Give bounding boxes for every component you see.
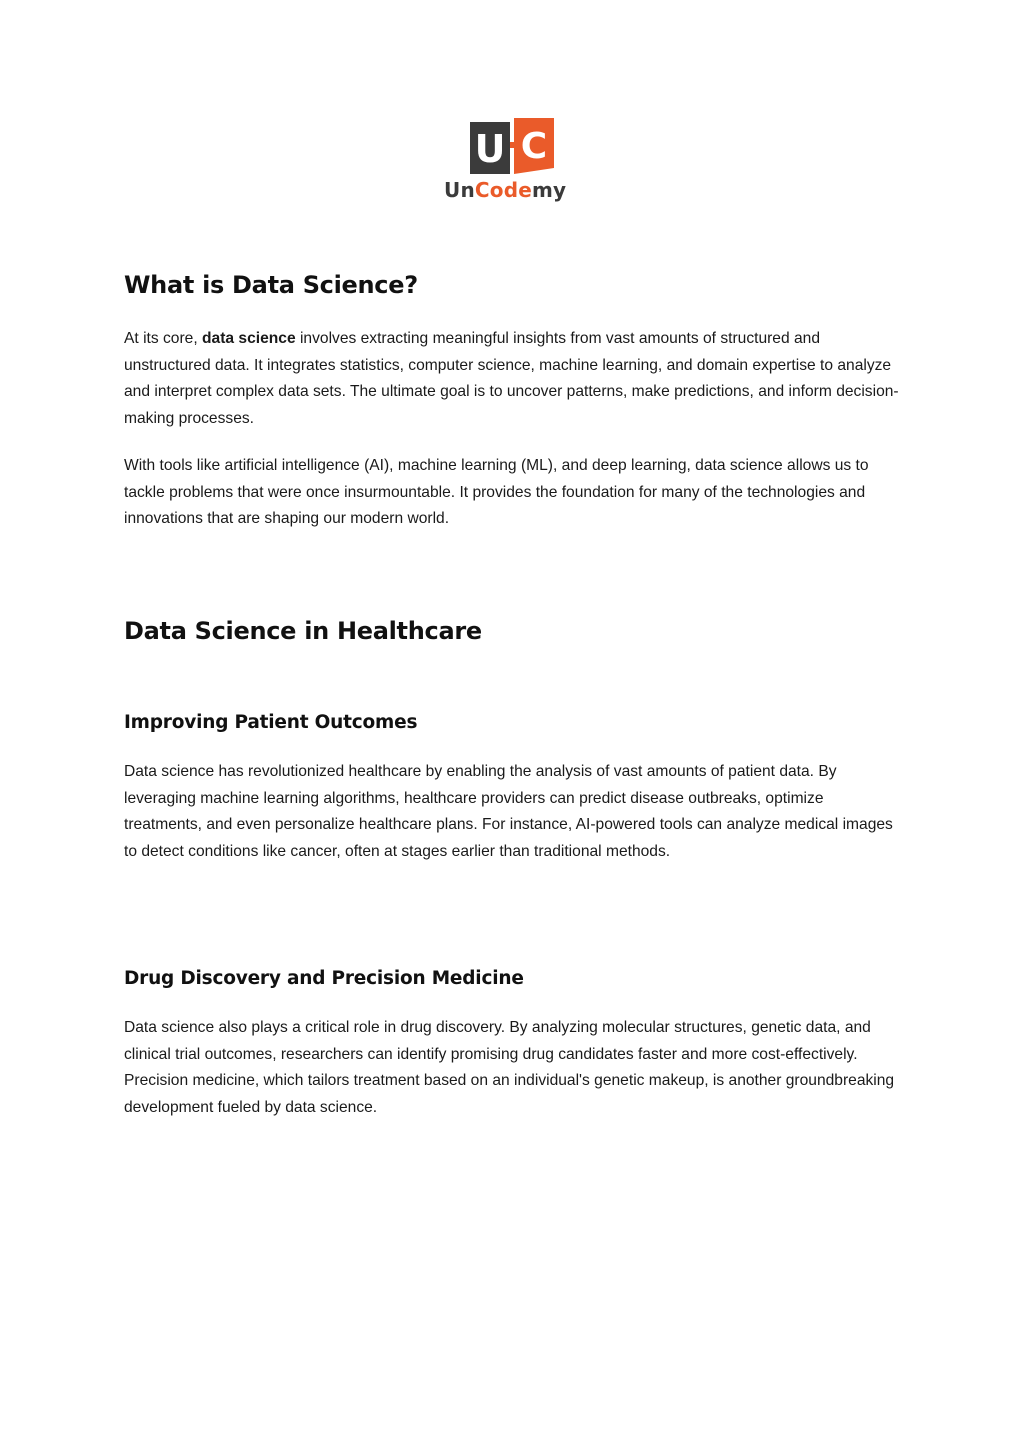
heading-improving-patient-outcomes: Improving Patient Outcomes [124,712,418,733]
subsection-drug-discovery [124,967,904,991]
heading-drug-discovery: Drug Discovery and Precision Medicine [124,968,524,989]
section-healthcare [124,616,904,646]
paragraph-core-text [124,326,904,432]
paragraph-tools-text: With tools like artificial intelligence (AI), machine learning (ML), and deep learning, data science allows us to tackle problems that were once insurmountable. It provides the foundation for many of the technologies and innovations that are shaping our modern world. [124,457,869,528]
heading-data-science-healthcare: Data Science in Healthcare [124,617,482,645]
p1-after: involves extracting meaningful insights from vast amounts of structured and unstructured data. It integrates statistics, computer science, machine learning, and domain expertise to analyze and interpret complex data sets. The ultimate goal is to uncover patterns, make predictions, and inform decision-making processes. [124,330,899,427]
paragraph-patient-outcomes-text: Data science has revolutionized healthcare by enabling the analysis of vast amounts of patient data. By leveraging machine learning algorithms, healthcare providers can predict disease outbreaks, optimize treatments, and even personalize healthcare plans. For instance, AI-powered tools can analyze medical images to detect conditions like cancer, often at stages earlier than traditional methods. [124,763,893,860]
paragraph-patient-outcomes [124,759,904,865]
logo-letter-u: U [474,127,506,171]
logo-word-my: my [532,178,567,202]
paragraph-drug-discovery [124,1015,904,1121]
logo-wordmark [444,178,584,202]
paragraph-core [124,326,904,432]
p1-before: At its core, [124,330,202,347]
logo-word-un: Un [444,178,475,202]
paragraph-drug-discovery-text: Data science also plays a critical role in drug discovery. By analyzing molecular structures, genetic data, and clinical trial outcomes, researchers can identify promising drug candidates faster and more cost-effectively. Precision medicine, which tailors treatment based on an individual's genetic makeup, is another groundbreaking development fueled by data science. [124,1019,895,1116]
logo-word-code: Code [474,178,532,202]
heading-what-is-data-science: What is Data Science? [124,271,418,299]
p1-bold-term: data science [202,330,296,347]
uncodemy-logo [440,116,584,208]
subsection-patient-outcomes [124,711,904,735]
paragraph-tools [124,453,904,533]
uc-logo-mark-icon [470,118,554,174]
logo-letter-c: C [520,126,548,167]
section-what-is-data-science [124,270,904,300]
